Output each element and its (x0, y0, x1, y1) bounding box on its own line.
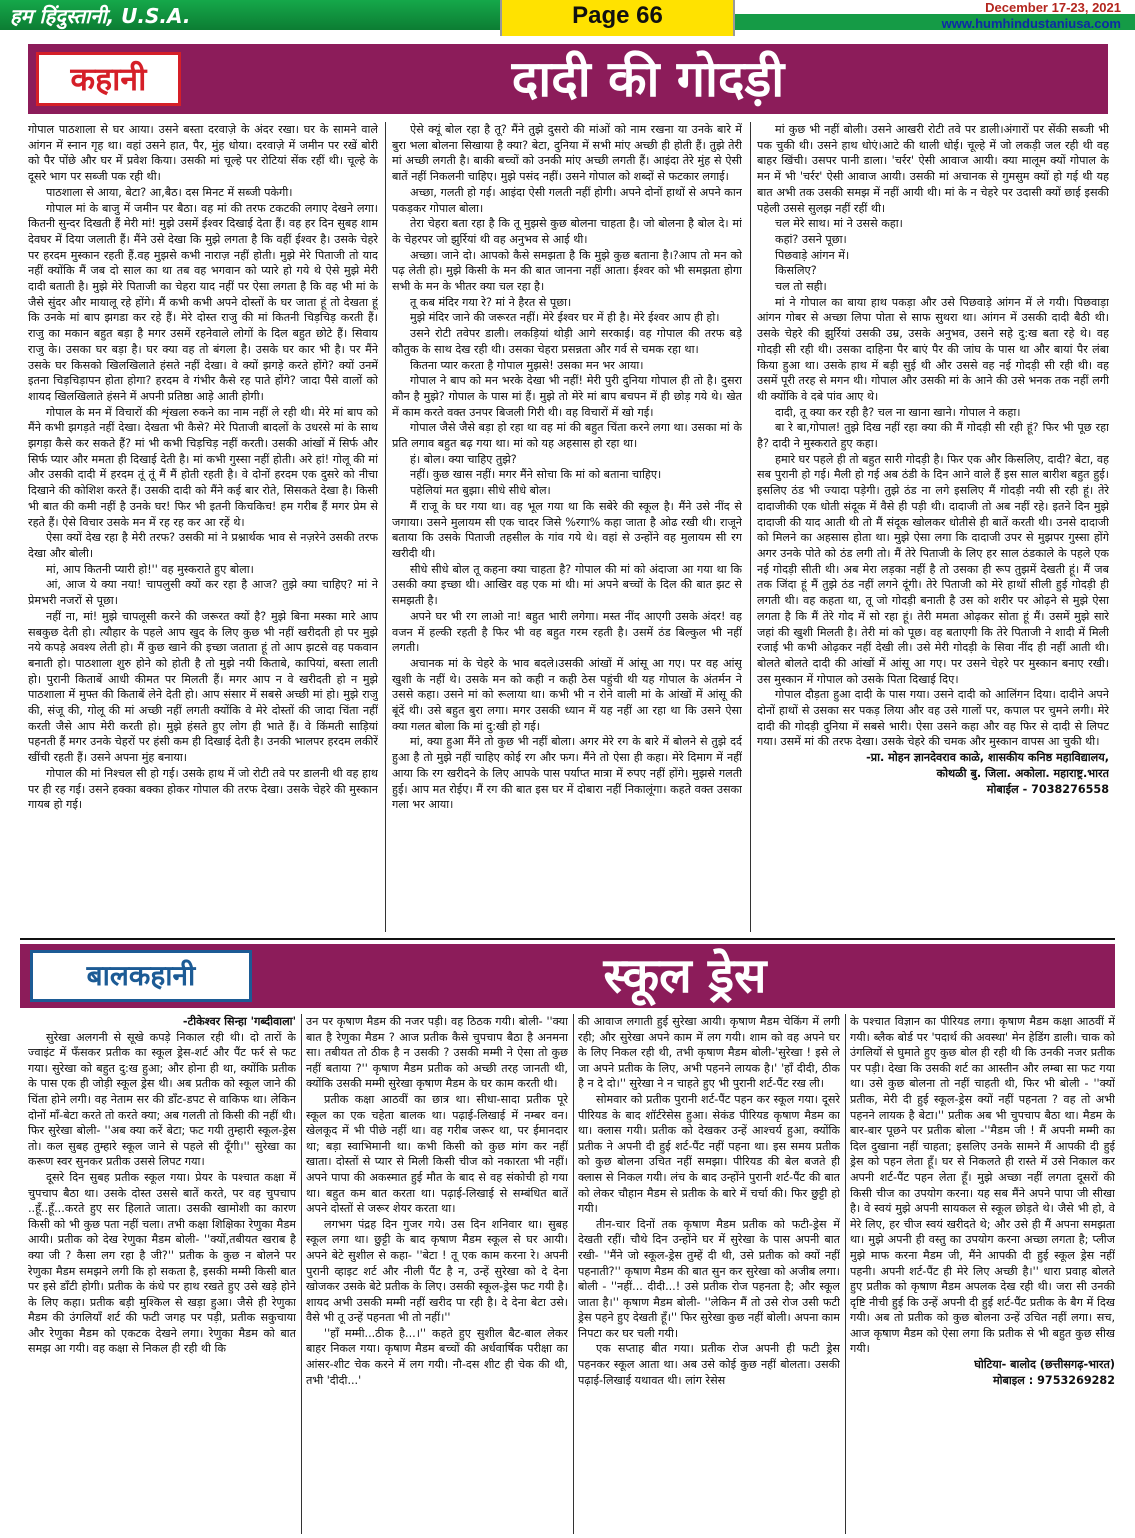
story2-title: स्कूल ड्रेस (603, 948, 767, 1004)
story1-column-3 (757, 122, 1109, 932)
paragraph: मुझे मंदिर जाने की जरूरत नहीं। मेरे ईश्वर घर में ही है। मेरे ईश्वर आप ही हो। (410, 311, 720, 325)
paragraph: मां ने गोपाल का बाया हाथ पकड़ा और उसे पिछवाड़े आंगन में ले गयी। पिछवाड़ा आंगन गोबर से अच्छा लिपा पोता से साफ सुथरा था। आंगन में उसकी दादी बैठी थी। उसके चेहरे की झुर्रियां उसकी उम्र, उसके अनुभव, उसने सहे दु:ख बता रहे थे। वह गोदड़ी सी रही थी। उसका दाहिना पैर बाएं पैर की जांघ के पास था और बायां पैर लंबा किया हुआ था। उसके हाथ में बड़ी सुई थी और उससे वह नई गोदड़ी सी रही थी। वह उसमें पूरी तरह से मगन थी। गोपाल और उसकी मां के आने की उसे भनक तक नहीं लगी थी क्योंकि वे दबे पांव आए थे। (757, 295, 1109, 403)
author-address: कोथळी बु. जिला. अकोला. महाराष्ट्र.भारत (936, 766, 1109, 780)
story2-banner (20, 944, 1115, 1008)
author-name: -प्रा. मोहन ज्ञानदेवराव काळे, शासकीय कनिष्ठ महाविद्यालय, (866, 751, 1109, 765)
paragraph: अच्छा। जाने दो। आपको कैसे समझता है कि मुझे कुछ बताना है।?आप तो मन को पढ़ लेती हो। मुझे किसी के मन की बात जानना नहीं आता। ईश्वर को भी समझता होगा सभी के मन के भीतर क्या चल रहा है। (392, 248, 742, 294)
paragraph: चल तो सही। (775, 280, 827, 294)
paragraph: की आवाज लगाती हुई सुरेखा आयी। कृषाण मैडम चेकिंग में लगी रही; और सुरेखा अपने काम में लग गयी। शाम को वह अपने घर के लिए निकल रही थी, तभी कृषाण मैडम बोली-'सुरेखा ! इसे ले जा अपने प्रतीक के लिए, अभी पहनने लायक है।' 'हाँ दीदी, ठीक है न दे दो।'' सुरेखा ने न चाहते हुए भी पुरानी शर्ट-पैंट रख ली। (578, 1015, 840, 1091)
story2-section-label: बालकहानी (86, 959, 196, 992)
paragraph: दादी, तू क्या कर रही है? चल ना खाना खाने। गोपाल ने कहा। (775, 405, 1021, 419)
paragraph: के पश्चात विज्ञान का पीरियड लगा। कृषाण मैडम कक्षा आठवीं में गयी। ब्लैक बोर्ड पर 'पदार्थ की अवस्था' मेन हेडिंग डाली। चाक को उंगलियों से घुमाते हुए कुछ बोल ही रही थी कि उनकी नजर प्रतीक पर पड़ी। देखा कि उसकी शर्ट का आस्तीन और लम्बा सा फट गया था। उसे कुछ बोलना तो नहीं चाहती थी, फिर भी बोली - ''क्यों प्रतीक, मेरी दी हुई स्कूल-ड्रेस क्यों नहीं पहनता ? वह तो अभी पहनने लायक है बेटा।'' प्रतीक अब भी चुपचाप बैठा था। मैडम के बार-बार पूछने पर प्रतीक बोला -''मैडम जी ! मैं अपनी मम्मी का दिल दुखाना नहीं चाहता; इसलिए उनके सामने मैं आपकी दी हुई ड्रेस को पहन लेता हूँ। घर से निकलते ही रास्ते में उसे निकाल कर अपनी शर्ट-पैंट पहन लेता हूँ। मुझे अच्छा नहीं लगता दूसरों की किसी चीज का उपयोग करना। यह सब मैंने अपने पापा जी सीखा है। वे स्वयं मुझे अपनी सायकल से स्कूल छोड़ते थे। जैसे भी हो, वे मेरे लिए, हर चीज स्वयं खरीदते थे; और उसे ही मैं अपना समझता था। मुझे अपनी ही वस्तु का उपयोग करना अच्छा लगता है; प्लीज मुझे माफ करना मैडम जी, मैंने आपकी दी हुई स्कूल ड्रेस नहीं पहनी। अपनी शर्ट-पैंट ही मेरे लिए अच्छी है।'' धारा प्रवाह बोलते हुए प्रतीक को कृषाण मैडम अपलक देख रही थी। जरा सी उनकी दृष्टि नीची हुई कि उन्हें अपनी दी हुई शर्ट-पैंट प्रतीक के बैग में दिख गयी। अब तो प्रतीक को कुछ बोलना उन्हें उचित नहीं लगा। सच, आज कृषाण मैडम को ऐसा लगा कि प्रतीक से भी बहुत कुछ सीख गयी। (850, 1015, 1115, 1356)
paragraph: गोपाल जैसे जैसे बड़ा हो रहा था वह मां की बहुत चिंता करने लगा था। उसका मां के प्रति लगाव बहुत बढ़ गया था। मां को यह अहसास हो रहा था। (392, 421, 742, 451)
author-mobile: मोबाईल - 7038276558 (986, 782, 1109, 796)
paragraph: नहीं ना, मां! मुझे चापलूसी करने की जरूरत क्यों है? मुझे बिना मस्का मारे आप सबकुछ देती हो। त्यौहार के पहले आप खुद के लिए कुछ भी नहीं खरीदती हो पर मुझे नये कपड़े अवश्य लेती हो। मैं कुछ खाने की इच्छा जताता हूं तो आप झटसे वह पकवान बनाती हो। पाठशाला शुरु होने को होती है तो मुझे नयी किताबे, कापियां, बस्ता लाती हो। पुरानी किताबें आधी कीमत पर मिलती हैं। मगर आप न वे खरीदती हो न मुझे पाठशाला में मुफ्त की किताबें लेने देती हो। आप संसार में सबसे अच्छी मां हो। मुझे राजु की, संजू की, गोलू की मां अच्छी नहीं लगती क्योंकि वे मेरे दोस्तों की जादा चिंता नहीं करती जैसे आप मेरी करती हो। मुझे हंसते हुए लोग ही भाते हैं। वे किंमती साड़ियां पहनती हैं मगर उनके चेहरों पर हंसी कम ही दिखाई देती है। उनकी भालपर हरदम लकीरें खींची रहती हैं। उसने अपना मुंह बनाया। (28, 609, 378, 765)
column-divider (573, 1014, 574, 1534)
paragraph: दूसरे दिन सुबह प्रतीक स्कूल गया। प्रेयर के पश्चात कक्षा में चुपचाप बैठा था। उसके दोस्त उससे बातें करते, पर वह चुपचाप ..हूँ..हूँ...करते हुए सर हिलाते जाता। उसकी खामोशी का कारण किसी को भी कुछ पता नहीं चला। तभी कक्षा शिक्षिका रेणुका मैडम आयी। प्रतीक को देख रेणुका मैडम बोली- ''क्यों,तबीयत खराब है क्या जी ? कैसा लग रहा है जी?'' प्रतीक के कुछ न बोलने पर रेणुका मैडम समझने लगी कि हो सकता है, इसकी मम्मी किसी बात पर इसे डाँटी होगी। प्रतीक के कंधे पर हाथ रखते हुए उसे खड़े होने के लिए कहा। प्रतीक बड़ी मुश्किल से खड़ा हुआ। जैसे ही रेणुका मैडम की उंगलियाँ शर्ट की फटी जगह पर पड़ी, प्रतीक सकुचाया और रेणुका मैडम को एकटक देखने लगा। रेणुका मैडम को बात समझ आ गयी। वह कक्षा से निकल ही रही थी कि (28, 1170, 296, 1356)
story1-column-1 (28, 122, 378, 932)
paragraph: बा रे बा,गोपाल! तुझे दिख नहीं रहा क्या की मैं गोदड़ी सी रही हूं? फिर भी पूछ रहा है? दादी ने मुस्कराते हुए कहा। (757, 421, 1109, 451)
paragraph: मैं राजू के घर गया था। वह भूल गया था कि सबेरे की स्कूल है। मैंने उसे नींद से जगाया। उसने मुलायम सी एक चादर जिसे %रगा% कहा जाता है ओढ रखी थी। राजूने बताया कि उसके पिताजी तहसील के गांव गये थे। वहां से उन्होंने वह मुलायम सी रग खरीदी थी। (392, 499, 742, 560)
masthead-bar (0, 0, 500, 30)
masthead-title: हम हिंदुस्तानी, U.S.A. (10, 4, 191, 28)
paragraph: गोपाल की मां निश्चल सी हो गई। उसके हाथ में जो रोटी तवे पर डालनी थी वह हाथ पर ही रह गई। उसने हक्का बक्का होकर गोपाल की तरफ देखा। उसके चेहरे की मुस्कान गायब हो गई। (28, 766, 378, 812)
page-number-box (500, 0, 735, 36)
paragraph-text: गोपाल पाठशाला से घर आया। उसने बस्ता दरवाज़े के अंदर रखा। घर के सामने वाले आंगन में स्नान गृह था। वहां उसने हात, पैर, मुंह धोया। दरवाज़े में जमीन पर रखें बोरी को पैर पोंछे और घर में प्रवेश किया। उसकी मां चूल्हे पर रोटियां सेंक रहीं थी। चूल्हे के दूसरे भाग पर सब्जी पक रही थी। (28, 123, 378, 184)
paragraph: आं, आज ये क्या नया! चापलुसी क्यों कर रहा है आज? तुझे क्या चाहिए? मां ने प्रेमभरी नजरों से पूछा। (28, 578, 378, 608)
paragraph: हमारे घर पहले ही तो बहुत सारी गोदड़ी है। फिर एक और किसलिए, दादी? बेटा, वह सब पुरानी हो गई। मैली हो गई अब ठंडी के दिन आने वाले हैं इस साल बारीश बहुत हुई। इसलिए ठंड भी ज्यादा पड़ेगी। तुझे ठंड ना लगे इसलिए मैं गोदड़ी नयी सी रही हूं। तेरे दादाजीकी एक धोती संदूक में वैसे ही पड़ी थी। दादाजी तो अब नहीं रहे। इतने दिन मुझे दादाजी की याद आती थी तो मैं संदूक खोलकर धोतीसे ही बातें करती थी। उनसे दादाजी को मिलने का अहसास होता था। मुझे ऐसा लगा कि दादाजी उपर से मुझपर गुस्सा होंगे अगर उनके पोते को ठंड लगी तो। मैं तेरे पिताजी के लिए हर साल ठंडकाले के पहले एक नई गोदड़ी सीती थी। अब मेरा लड़का नहीं है तो उसका ही रूप तुझमें देखती हूं। मैं जब तक जिंदा हूं मैं तुझे ठंड नहीं लगने दूंगी। तेरे पिताजी को मेरे हाथों सीली हुई गोदड़ी ही लगती थी। वह कहता था, तू जो गोदड़ी बनाती है उस को शरीर पर ओढ़ने से मुझे ऐसा लगता है कि मैं तेरे गोद में सो रहा हूं। तेरी ममता ओढ़कर सोता हूं मैं। उसमें मुझे सारे जहां की खुशी मिलती है। तेरी मां को पूछ। वह बताएगी कि तेरे पिताजी ने शादी में मिली रजाई भी कभी ओढ़कर नहीं देखी ली। उसे मेरी गोदड़ी के सिवा नींद ही नहीं आती थी। बोलते बोलते दादी की आंखों में आंसू आ गए। पर उसने चेहरे पर मुस्कान बनाए रखी। उस मुस्कान में गोपाल को उसके पिता दिखाई दिए। (757, 452, 1109, 686)
paragraph: एक सप्ताह बीत गया। प्रतीक रोज अपनी ही फटी ड्रेस पहनकर स्कूल आता था। अब उसे कोई कुछ नहीं बोलता। उसकी पढ़ाई-लिखाई यथावत थी। लांग रेसेस (578, 1342, 840, 1387)
column-divider (301, 1014, 302, 1534)
paragraph: अच्छा, गलती हो गई। आइंदा ऐसी गलती नहीं होगी। अपने दोनों हाथों से अपने कान पकड़कर गोपाल बोला। (392, 185, 742, 215)
story1-section-badge (36, 52, 181, 106)
paragraph: अचानक मां के चेहरे के भाव बदले।उसकी आंखों में आंसू आ गए। पर वह आंसू खुशी के नहीं थे। उसके मन को कही न कही ठेस पहुंची थी यह गोपाल के अंतर्मन ने उससे कहा। उसने मां को रूलाया था। कभी भी न रोने वाली मां के आंखों में आंसू की बूंदें थी। उसे बहुत बुरा लगा। मगर उसकी ध्यान में यह नहीं आ रहा था कि उसने ऐसा क्या गलत बोला कि मां दु:खी हो गई। (392, 656, 742, 733)
story1-section-label: कहानी (70, 60, 147, 98)
paragraph: उन पर कृषाण मैडम की नजर पड़ी। वह ठिठक गयी। बोली- ''क्या बात है रेणुका मैडम ? आज प्रतीक कैसे चुपचाप बैठा है अनमना सा। तबीयत तो ठीक है न उसकी ? उसकी मम्मी ने ऐसा तो कुछ नहीं बताया ?'' कृषाण मैडम प्रतीक को अच्छी तरह जानती थी, क्योंकि उसकी मम्मी सुरेखा कृषाण मैडम के घर काम करती थी। (306, 1015, 568, 1091)
paragraph: तीन-चार दिनों तक कृषाण मैडम प्रतीक को फटी-ड्रेस में देखती रहीं। चौथे दिन उन्होंने घर में सुरेखा के पास अपनी बात रखी- ''मैंने जो स्कूल-ड्रेस तुम्हें दी थी, उसे प्रतीक को क्यों नहीं पहनाती?'' कृषाण मैडम की बात सुन कर सुरेखा को अजीब लगा। बोली - ''नहीं... दीदी...! उसे प्रतीक रोज पहनता है; और स्कूल जाता है।'' कृषाण मैडम बोली- ''लेकिन मैं तो उसे रोज उसी फटी ड्रेस पहने हुए देखती हूँ।'' फिर सुरेखा कुछ नहीं बोली। अपना काम निपटा कर घर चली गयी। (578, 1217, 840, 1340)
paragraph: सुरेखा अलगनी से सूखे कपड़े निकाल रही थी। दो तारों के ज्वाइंट में फँसकर प्रतीक का स्कूल ड्रेस-शर्ट और पैंट फर्र से फट गया। सुरेखा को बहुत दु:ख हुआ; और होना ही था, क्योंकि प्रतीक के पास एक ही जोड़ी स्कूल ड्रेस थी। अब प्रतीक को स्कूल जाने की चिंता होने लगी। वह नेताम सर की डाँट-डपट से वाकिफ था। लेकिन दोनों माँ-बेटा करते तो करते क्या; अब गलती तो किसी की नहीं थी। फिर सुरेखा बोली- ''अब क्या करें बेटा; फट गयी तुम्हारी स्कूल-ड्रेस तो। कल सुबह तुम्हारे स्कूल जाने से पहले सी दूँगी।'' सुरेखा का करूण स्वर सुनकर प्रतीक उससे लिपट गया। (28, 1030, 296, 1169)
story2-byline: -टीकेश्वर सिन्हा 'गब्दीवाला' (182, 1015, 296, 1028)
paragraph: मां कुछ भी नहीं बोली। उसने आखरी रोटी तवे पर डाली।अंगारों पर सेंकी सब्जी भी पक चुकी थी। उसने हाथ धोएं।आटे की थाली धोई। चूल्हे में जो लकड़ी जल रही थी वह बाहर खिंची। उसपर पानी डाला। 'चर्रर' ऐसी आवाज आयी। क्या मालूम क्यों गोपाल के मन में भी 'चर्रर' ऐसी आवाज आयी। उसकी मां अचानक से गुमसुम क्यों हो गई थी यह बात अभी तक उसकी समझ में नहीं आयी थी। मां के न चेहरे पर उदासी क्यों छाई इसकी पहेली उससे सुलझ नहीं रहीं थी। (757, 123, 1109, 215)
paragraph: गोपाल मां के बाजु में जमीन पर बैठा। वह मां की तरफ टकटकी लगाए देखने लगा। कितनी सुन्दर दिखती हैं मेरी मां! मुझे उसमें ईश्वर दिखाई देता हैं। वह हर दिन सुबह शाम देवघर में दिया जलाती हैं। मैंने उसे देखा कि मुझे लगता है कि वहीं ईश्वर है। उसके चेहरे पर हरदम मुस्कान रहती हैं.वह मुझसे कभी नाराज़ नहीं होती। मुझे मेरे पिताजी तो याद नहीं क्योंकि मैं जब दो साल का था तब वह भगवान को प्यारे हो गये थे ऐसे मुझे मेरी दादी बताती है। मुझे मेरे पिताजी का चेहरा याद नहीं पर ऐसा लगता है कि वह भी मां के जैसे सुंदर और मायालू रहे होंगे। मैं कभी कभी अपने दोस्तों के घर जाता हूं तो देखता हूं कि उनके मां बाप झगडा कर रहे हैं। मेरे दोस्त राजु की मां कितनी चिड़चिड़ करती हैं। राजु का मकान बहुत बड़ा है मगर उसमें रहनेवाले लोगों के दिल बहुत छोटे हैं। सिवाय राजु के। उसका घर बड़ा है। घर क्या वह तो बंगला है। उसके घर कार भी है। पर मैंने उसके घर किसको खिलखिलाते हंसते नहीं देखा। वे क्यों झगड़े करते होंगे? क्यों उनमें इतना चिड़चिड़ापन होता होगा? हरदम वे गंभीर कैसे रह पाते होंगे? जादा पैसे वालों को शायद खिलखिलाते हंसने में अपनी प्रतिष्ठा आड़े आती होगी। (28, 201, 378, 403)
paragraph: ''हाँ मम्मी...ठीक है...।'' कहते हुए सुशील बैट-बाल लेकर बाहर निकल गया। कृषाण मैडम बच्चों की अर्धवार्षिक परीक्षा का आंसर-शीट चेक करने में लग गयी। नौ-दस शीट ही चेक की थी, तभी 'दीदी...' (306, 1326, 568, 1387)
author-address: घोटिया- बालोद (छत्तीसगढ़-भारत) (974, 1358, 1115, 1372)
paragraph (28, 122, 378, 185)
paragraph: नहीं। कुछ खास नहीं। मगर मैंने सोचा कि मां को बताना चाहिए। (410, 468, 662, 482)
story-separator (20, 938, 1115, 940)
paragraph: मां, आप कितनी प्यारी हो!'' वह मुस्कराते हुए बोला। (46, 562, 254, 576)
story1-banner (28, 44, 1108, 114)
paragraph: गोपाल दौड़ता हुआ दादी के पास गया। उसने दादी को आलिंगन दिया। दादीने अपने दोनों हाथों से उसका सर पकड़ लिया और वह उसे गालों पर, कपाल पर चुमने लगी। मेरे दादी की गोदड़ी दुनिया में सबसे भारी। ऐसा उसने कहा और वह फिर से दादी से लिपट गया। उसमें मां की तरफ देखा। उसके चेहरे की चमक और मुस्कान वापस आ चुकी थी। (757, 688, 1109, 749)
story2-column-2 (306, 1014, 568, 1534)
paragraph: पाठशाला से आया, बेटा? आ,बैठ। दस मिनट में सब्जी पकेगी। (46, 185, 293, 199)
issue-date: December 17-23, 2021 (985, 0, 1121, 15)
paragraph: ऐसा क्यों देख रहा है मेरी तरफ? उसकी मां ने प्रश्नार्थक भाव से नज़रेने उसकी तरफ देखा और बोली। (28, 531, 378, 560)
story2-column-1 (28, 1014, 296, 1534)
paragraph: अपने घर भी रग लाओ ना! बहुत भारी लगेगा। मस्त नींद आएगी उसके अंदर! वह वजन में हल्की रहती है फिर भी वह बहुत गरम रहती है। उसमें ठंड बिल्कुल भी नहीं लगती। (392, 609, 742, 655)
paragraph: प्रतीक कक्षा आठवीं का छात्र था। सीधा-सादा प्रतीक पूरे स्कूल का एक चहेता बालक था। पढ़ाई-लिखाई में नम्बर वन। खेलकूद में भी पीछे नहीं था। वह गरीब जरूर था, पर ईमानदार था; बड़ा स्वाभिमानी था। कभी किसी को कुछ मांग कर नहीं खाता। दोस्तों से प्यार से मिली किसी चीज को नकारता भी नहीं। अपने पापा की अकस्मात हुई मौत के बाद से वह संकोची हो गया था। बहुत कम बात करता था। पढ़ाई-लिखाई से सम्बंधित बातें अपने दोस्तों से जरूर शेयर करता था। (306, 1092, 568, 1216)
paragraph: कहां? उसने पूछा। (775, 232, 847, 246)
paragraph: हं। बोल। क्या चाहिए तुझे? (410, 452, 517, 466)
paragraph: गोपाल ने बाप को मन भरके देखा भी नहीं! मेरी पुरी दुनिया गोपाल ही तो है। दुसरा कौन है मुझे? गोपाल के पास मां हैं। मुझे तो मेरे मां बाप बचपन में ही छोड़ गये थे। खेत में काम करते वक्त उनपर बिजली गिरी थी। वह विचारों में खो गई। (392, 374, 742, 419)
paragraph: ऐसे क्यूं बोल रहा है तू? मैंने तुझे दुसरो की मांओं को नाम रखना या उनके बारे में बुरा भला बोलना सिखाया है क्या? बेटा, दुनिया में सभी मांए अच्छी ही होती हैं। तुझे तेरी मां अच्छी लगती है। बाकी बच्चों को उनकी मांए अच्छी लगती हैं। आइंदा तेरे मुंह से ऐसी बातें नहीं निकलनी चाहिए। मुझे पसंद नहीं। उसने गोपाल को शब्दों से फटकार लगाई। (392, 123, 742, 184)
paragraph: चल मेरे साथ। मां ने उससे कहा। (775, 217, 903, 231)
story1-column-2 (392, 122, 742, 932)
story1-title: दादी की गोदड़ी (511, 50, 785, 108)
paragraph: उसने रोटी तवेपर डाली। लकड़ियां थोड़ी आगे सरकाई। वह गोपाल की तरफ बड़े कौतुक के साथ देख रही थी। उसका चेहरा प्रसन्नता और गर्व से चमक रहा था। (392, 327, 742, 356)
column-divider (845, 1014, 846, 1534)
paragraph: सीधे सीधे बोल तू कहना क्या चाहता है? गोपाल की मां को अंदाजा आ गया था कि उसकी क्या इच्छा थी। आखिर वह एक मां थी। मां अपने बच्चों के दिल की बात झट से समझती है। (392, 562, 742, 608)
story2-column-3 (578, 1014, 840, 1534)
column-divider (750, 122, 751, 932)
column-divider (385, 122, 386, 932)
site-url[interactable]: www.humhindustaniusa.com (941, 16, 1121, 31)
paragraph: लगभग पंद्रह दिन गुजर गये। उस दिन शनिवार था। सुबह स्कूल लगा था। छुट्टी के बाद कृषाण मैडम स्कूल से घर आयी। अपने बेटे सुशील से कहा- ''बेटा ! तू एक काम करना रे। अपनी पुरानी व्हाइट शर्ट और नीली पैंट है न, उन्हें सुरेखा को दे देना खोजकर उसके बेटे प्रतीक के लिए। उसकी स्कूल-ड्रेस फट गयी है। शायद अभी उसकी मम्मी नहीं खरीद पा रही है। दे देना बेटा उसे। वैसे भी तू उन्हें पहनता भी तो नहीं।'' (306, 1217, 568, 1325)
paragraph: तेरा चेहरा बता रहा है कि तू मुझसे कुछ बोलना चाहता है। जो बोलना है बोल दे। मां के चेहरपर जो झुर्रियां थी वह अनुभव से आई थी। (392, 217, 742, 246)
paragraph: तू कब मंदिर गया रे? मां ने हैरत से पूछा। (410, 295, 572, 309)
story2-section-badge (30, 950, 252, 1002)
paragraph: गोपाल के मन में विचारों की शृंखला रुकने का नाम नहीं ले रही थी। मेरे मां बाप को मैंने कभी झगड़ते नहीं देखा। देखता भी कैसे? मेरे पिताजी बादलों के उधरसे मां के साथ झगड़ा कैसे कर सकते हैं? मां भी कभी चिड़चिड़ नहीं करती। उसकी आंखों में सिर्फ और सिर्फ प्यार और ममता ही दिखाई देती है। मां कभी गुस्सा नहीं होती। अरे हां! गोलू की मां और उसकी दादी में हरदम तूं तूं मैं मैं होती रहती है। वे दोनों हरदम एक दुसरे को नीचा दिखाने की कोशिश करते हैं। उसकी दादी को मैंने कई बार रोते, सिसकते देखा है। किसी भी बात की कमी नहीं है उनके घर! फिर भी इतनी किचकिच! हम गरीब हैं मगर प्रेम से रहते हैं। ऐसे विचार उसके मन में रह रह कर आ रहें थे। (28, 405, 378, 529)
paragraph: सोमवार को प्रतीक पुरानी शर्ट-पैंट पहन कर स्कूल गया। दूसरे पीरियड के बाद शॉर्टरेसेस हुआ। सेकंड पीरियड कृषाण मैडम का था। क्लास गयी। प्रतीक को देखकर उन्हें आश्चर्य हुआ, क्योंकि प्रतीक ने अपनी दी हुई शर्ट-पैंट नहीं पहना था। इस समय प्रतीक को कुछ बोलना उचित नहीं समझा। पीरियड की बेल बजते ही क्लास से निकल गयी। लंच के बाद उन्होंने पुरानी शर्ट-पैंट की बात को लेकर चौहान मैडम से प्रतीक के बारे में चर्चा की। फिर छुट्टी हो गयी। (578, 1092, 840, 1216)
story2-column-4 (850, 1014, 1115, 1534)
paragraph: पिछवाड़े आंगन में। (775, 248, 850, 262)
paragraph: किसलिए? (775, 264, 817, 278)
paragraph: पहेलियां मत बुझा। सीधे सीधे बोल। (410, 484, 551, 498)
paragraph: कितना प्यार करता है गोपाल मुझसे! उसका मन भर आया। (410, 358, 644, 372)
paragraph: मां, क्या हुआ मैंने तो कुछ भी नहीं बोला। अगर मेरे रग के बारे में बोलने से तुझे दर्द हुआ है तो मुझे नहीं चाहिए कोई रग और फग। मैंने तो ऐसा ही कहा। मेरे दिमाग में नहीं आया कि रग खरीदने के लिए आपके पास पर्याप्त मात्रा में रुपए नहीं होंगे। मुझसे गलती हुई। आप मत रोईए। मैं रग की बात इस घर में दोबारा नहीं निकालूंगा। कहते वक्त उसका गला भर आया। (392, 735, 742, 812)
page-header (0, 0, 1135, 36)
author-mobile: मोबाइल : 9753269282 (992, 1373, 1115, 1387)
page-number: Page 66 (572, 2, 663, 29)
